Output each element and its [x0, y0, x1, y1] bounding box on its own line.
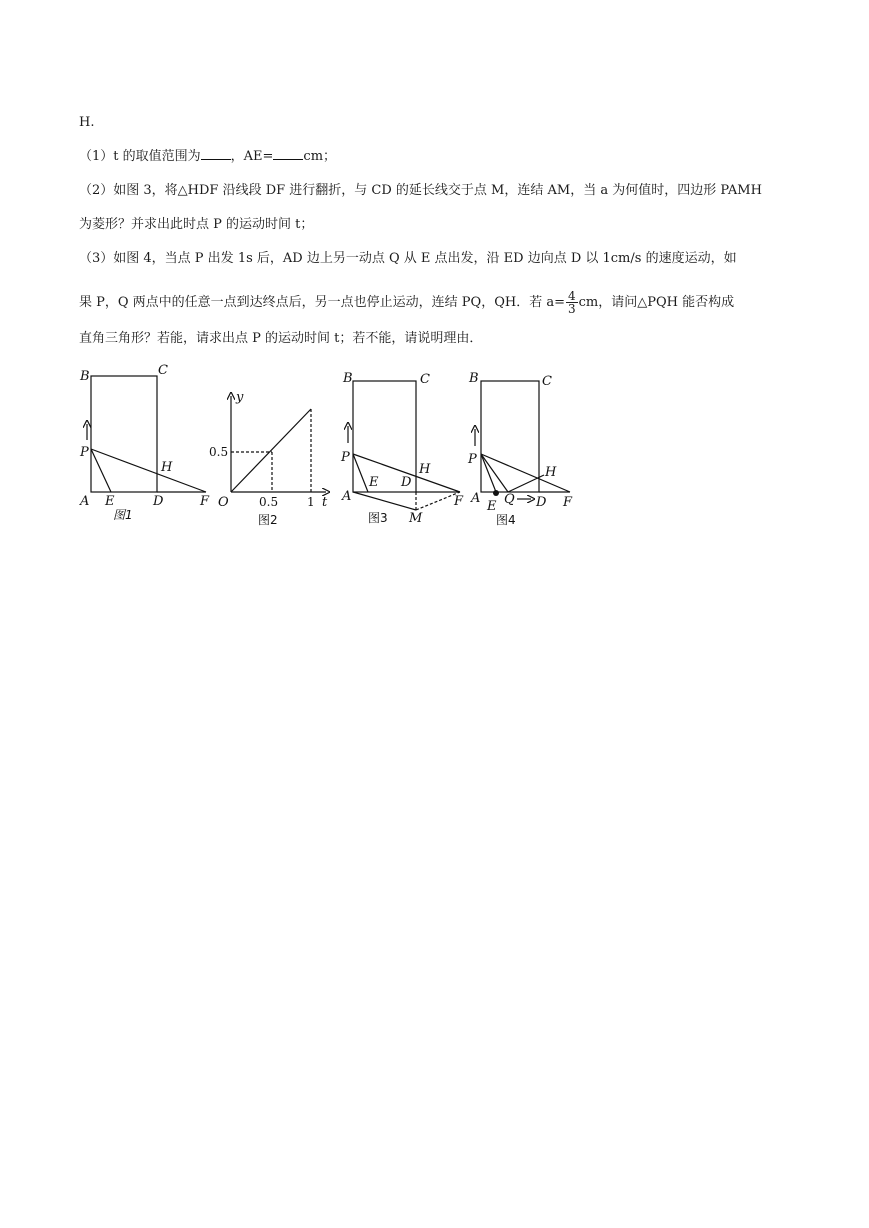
graph-line — [231, 409, 311, 492]
label-e: E — [369, 475, 379, 490]
label-p: P — [80, 445, 89, 460]
label-e: E — [487, 499, 497, 514]
label-e: E — [105, 494, 115, 509]
label-f: F — [200, 494, 210, 509]
q1-text-a: （1）t 的取值范围为 — [79, 149, 201, 164]
q1-text-b: ，AE= — [230, 149, 274, 164]
label-b: B — [469, 371, 479, 386]
q3-text-b2: cm，请问△PQH 能否构成 — [578, 295, 735, 310]
point-e-dot — [493, 490, 499, 496]
label-y-05: 0.5 — [209, 445, 229, 459]
figure-2-caption: 图2 — [258, 513, 278, 527]
q3-text-c: 直角三角形？若能，请求出点 P 的运动时间 t；若不能，请说明理由． — [79, 331, 483, 346]
label-p: P — [468, 452, 477, 467]
label-f: F — [563, 495, 573, 510]
label-p: P — [341, 450, 350, 465]
label-t: t — [322, 495, 328, 510]
label-a: A — [80, 494, 90, 509]
label-c: C — [420, 372, 430, 387]
label-d: D — [536, 495, 547, 510]
label-f: F — [454, 494, 464, 509]
q1-text-c: cm； — [303, 149, 337, 164]
label-y: y — [236, 390, 244, 405]
figure-4 — [475, 381, 570, 499]
label-d: D — [153, 494, 164, 509]
label-b: B — [343, 371, 353, 386]
q2-text-b: 为菱形？并求出此时点 P 的运动时间 t； — [79, 217, 314, 232]
line-am — [353, 492, 416, 510]
figure-2 — [231, 396, 326, 492]
rectangle-abcd — [91, 376, 157, 492]
label-x-05: 0.5 — [259, 495, 279, 509]
figure-1 — [87, 376, 206, 492]
fraction-denominator: 3 — [567, 302, 576, 316]
label-d: D — [401, 475, 412, 490]
q2-text-a: （2）如图 3，将△HDF 沿线段 DF 进行翻折，与 CD 的延长线交于点 M，连结 AM，当 a 为何值时，四边形 PAMH — [79, 183, 762, 198]
label-o: O — [218, 495, 229, 510]
fragment-h: H. — [79, 115, 95, 130]
q3-text-a: （3）如图 4，当点 P 出发 1s 后，AD 边上另一动点 Q 从 E 点出发，沿 ED 边向点 D 以 1cm/s 的速度运动，如 — [79, 251, 737, 266]
fraction-numerator: 4 — [567, 289, 576, 303]
line-pe — [353, 454, 368, 492]
figure-4-caption: 图4 — [496, 513, 516, 527]
label-b: B — [80, 369, 90, 384]
label-h: H — [161, 460, 173, 475]
label-c: C — [542, 374, 552, 389]
figure-3 — [348, 381, 460, 510]
label-a: A — [471, 491, 481, 506]
q3-text-b1: 果 P，Q 两点中的任意一点到达终点后，另一点也停止运动，连结 PQ，QH．若 a= — [79, 295, 565, 310]
label-a: A — [342, 489, 352, 504]
figure-3-caption: 图3 — [368, 511, 388, 525]
label-q: Q — [504, 492, 515, 507]
label-h: H — [419, 462, 431, 477]
label-c: C — [158, 363, 168, 378]
label-h: H — [545, 465, 557, 480]
figure-1-caption: 图1 — [113, 508, 133, 522]
label-x-1: 1 — [307, 495, 315, 509]
label-m: M — [409, 511, 423, 526]
